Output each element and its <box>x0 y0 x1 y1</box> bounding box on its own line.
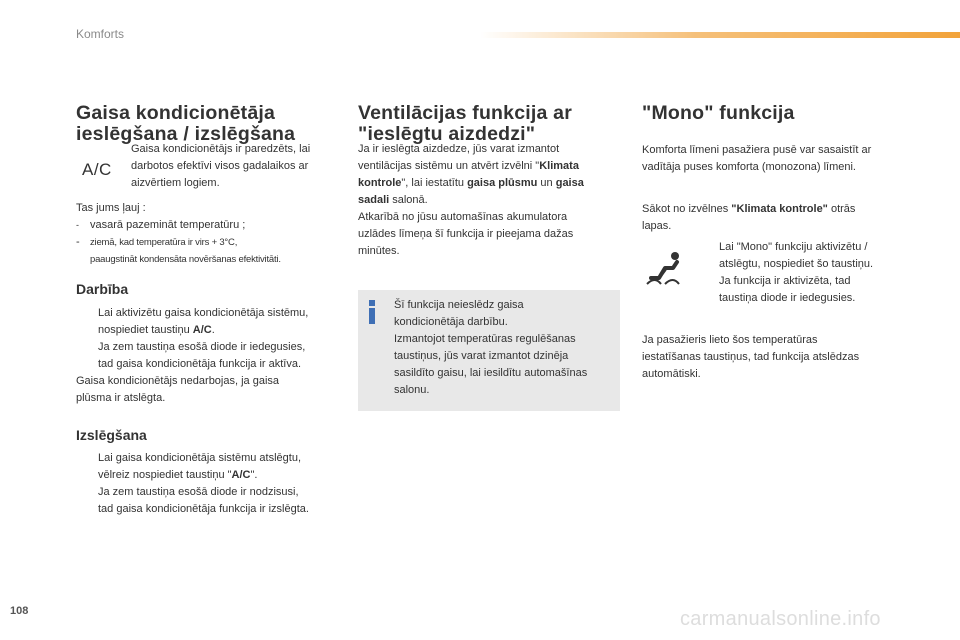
ac-title-line1: Gaisa kondicionētāja <box>76 102 276 124</box>
ventilation-title-line2: "ieslēgtu aizdedzi" <box>358 123 536 145</box>
ac-intro-line: aizvērtiem logiem. <box>131 177 220 189</box>
info-line: Izmantojot temperatūras regulēšanas <box>394 333 576 345</box>
dash-bullet: - <box>76 236 80 248</box>
step-text: tad gaisa kondicionētāja funkcija ir aktīva. <box>98 358 302 370</box>
mono-step-item <box>697 239 912 307</box>
body-line: iestatīšanas taustiņus, tad funkcija atslēdzas <box>642 351 860 363</box>
step-text: Lai "Mono" funkciju aktivizētu / <box>719 241 868 253</box>
ac-intro-line: Gaisa kondicionētājs ir paredzēts, lai <box>131 143 311 155</box>
info-line: salonu. <box>394 384 430 396</box>
off-step <box>76 450 351 518</box>
body-line: sadali salonā. <box>358 194 428 206</box>
ac-intro <box>131 141 346 192</box>
body-line: kontrole", lai iestatītu gaisa plūsmu un gaisa <box>358 177 584 189</box>
body-line: automātiski. <box>642 368 701 380</box>
body-line: Ja ir ieslēgta aizdedze, jūs varat izmantot <box>358 143 560 155</box>
body-line: Komforta līmeni pasažiera pusē var sasaistīt ar <box>642 144 872 156</box>
section-label: Komforts <box>76 27 125 41</box>
mono-title: "Mono" funkcija <box>642 102 795 124</box>
body-line: Atkarībā no jūsu automašīnas akumulatora <box>358 211 568 223</box>
ac-title-line2: ieslēgšana / izslēgšana <box>76 123 296 145</box>
step-text: taustiņa diode ir iedegusies. <box>719 292 856 304</box>
list-item-text: vasarā pazemināt temperatūru ; <box>90 219 246 231</box>
ventilation-body <box>358 141 623 260</box>
step-text: Lai gaisa kondicionētāja sistēmu atslēgtu, <box>98 452 302 464</box>
body-line: ventilācijas sistēmu un atvērt izvēlni "Klimata <box>358 160 579 172</box>
info-line: taustiņus, jūs varat izmantot dzinēja <box>394 350 569 362</box>
ac-key-label: A/C <box>192 324 212 336</box>
info-line: Šī funkcija neieslēdz gaisa <box>394 299 524 311</box>
ventilation-section-title <box>358 103 628 145</box>
operation-note: plūsma ir atslēgta. <box>76 392 166 404</box>
info-text <box>394 297 616 399</box>
ac-allows-list <box>76 200 351 268</box>
info-box <box>358 290 620 411</box>
step-text: tad gaisa kondicionētāja funkcija ir izslēgta. <box>98 503 309 515</box>
mono-menu-note <box>642 201 912 235</box>
step-text: Ja funkcija ir aktivizēta, tad <box>719 275 851 287</box>
operation-step <box>76 305 351 373</box>
mono-intro <box>642 142 912 176</box>
mono-seat-icon <box>645 250 685 286</box>
ac-section-title <box>76 103 346 145</box>
info-line: sasildīto gaisu, lai iesildītu automašīnas <box>394 367 588 379</box>
list-item-text: ziemā, kad temperatūra ir virs + 3°C, <box>90 237 238 248</box>
operation-heading: Darbība <box>76 281 129 297</box>
mono-auto-off-note <box>642 332 912 383</box>
info-icon <box>367 300 377 324</box>
step-text: atslēgtu, nospiediet šo taustiņu. <box>719 258 874 270</box>
list-item <box>76 217 351 234</box>
allows-label: Tas jums ļauj : <box>76 202 146 214</box>
off-heading: Izslēgšana <box>76 427 147 443</box>
body-line: vadītāja puses komforta (monozona) līmeni. <box>642 161 856 173</box>
operation-note: Gaisa kondicionētājs nedarbojas, ja gaisa <box>76 375 280 387</box>
step-text: Lai aktivizētu gaisa kondicionētāja sistēmu, <box>98 307 309 319</box>
body-line: uzlādes līmeņa šī funkcija ir pieejama dažas <box>358 228 574 240</box>
page-number: 108 <box>10 605 29 617</box>
body-line: lapas. <box>642 220 672 232</box>
list-item <box>76 234 351 268</box>
body-line: Sākot no izvēlnes "Klimata kontrole" otrās <box>642 203 856 215</box>
body-line: Ja pasažieris lieto šos temperatūras <box>642 334 818 346</box>
ac-intro-line: darbotos efektīvi visos gadalaikos ar <box>131 160 309 172</box>
body-line: minūtes. <box>358 245 400 257</box>
info-line: kondicionētāja darbību. <box>394 316 508 328</box>
step-text: nospiediet taustiņu A/C. <box>98 324 215 336</box>
dash-bullet: - <box>76 220 79 230</box>
header-accent-bar <box>480 32 960 38</box>
step-text: vēlreiz nospiediet taustiņu "A/C". <box>98 469 258 481</box>
operation-block <box>76 305 351 407</box>
ac-key-label: A/C <box>231 469 251 481</box>
watermark: carmanualsonline.info <box>680 608 881 630</box>
off-block <box>76 450 351 518</box>
step-text: Ja zem taustiņa esošā diode ir iedegusies, <box>98 341 306 353</box>
ac-button-icon: A/C <box>82 160 112 179</box>
step-text: Ja zem taustiņa esošā diode ir nodzisusi, <box>98 486 299 498</box>
list-item-text: paaugstināt kondensāta novēršanas efektivitāti. <box>90 254 281 265</box>
mono-step <box>697 239 912 307</box>
ventilation-title-line1: Ventilācijas funkcija ar <box>358 102 572 124</box>
